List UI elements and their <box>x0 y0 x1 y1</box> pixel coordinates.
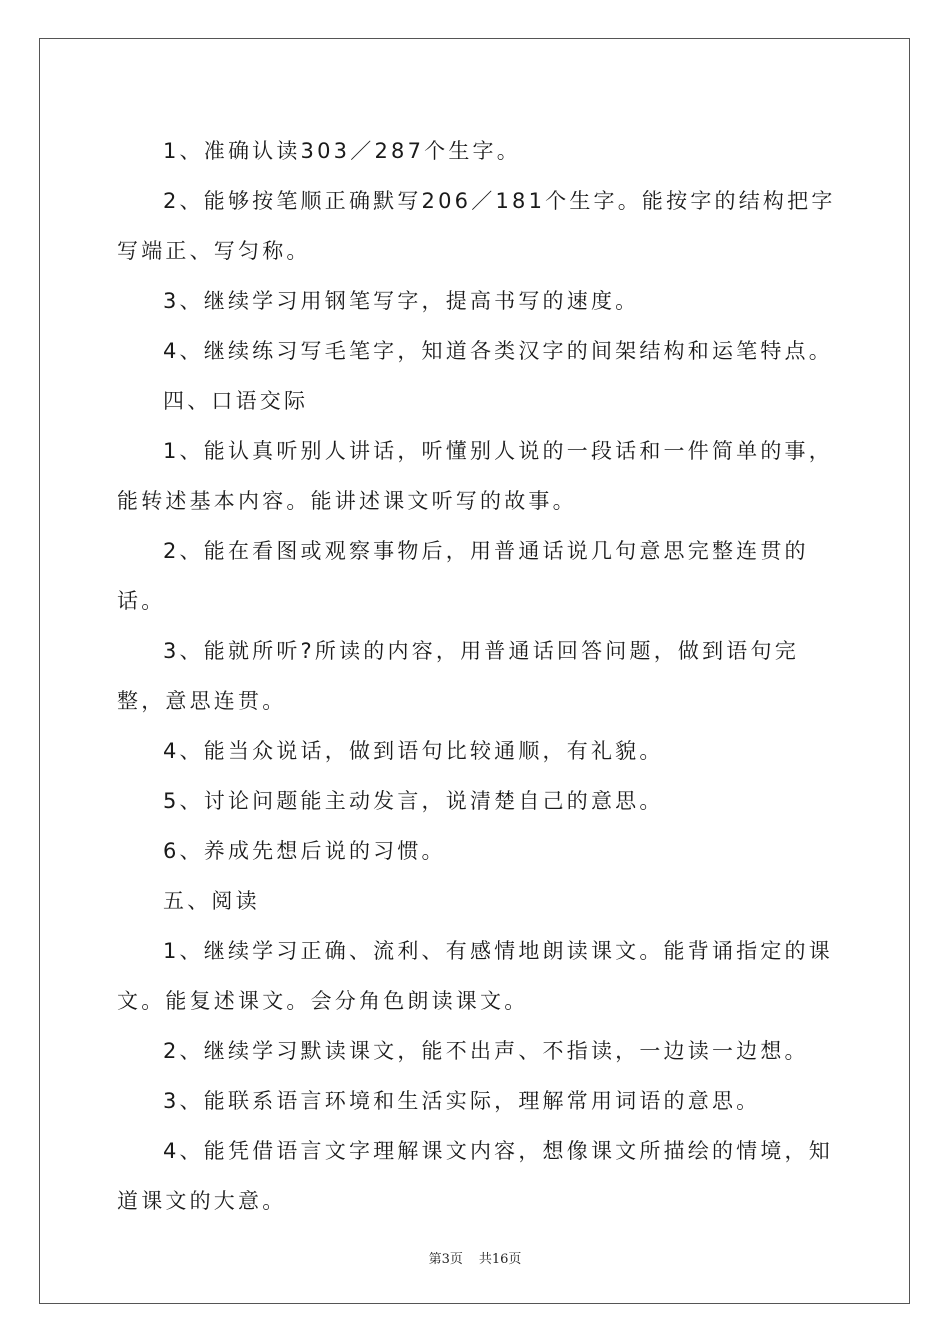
section-heading: 四、口语交际 <box>163 389 309 413</box>
paragraph: 4、能凭借语言文字理解课文内容，想像课文所描绘的情境，知道课文的大意。 <box>117 1139 833 1213</box>
paragraph: 5、讨论问题能主动发言，说清楚自己的意思。 <box>163 789 664 813</box>
page-number: 第3页 <box>428 1252 463 1267</box>
paragraph: 6、养成先想后说的习惯。 <box>163 839 446 863</box>
page-footer <box>0 1248 950 1267</box>
paragraph: 1、准确认读303／287个生字。 <box>163 139 521 163</box>
paragraph: 3、继续学习用钢笔写字，提高书写的速度。 <box>163 289 640 313</box>
paragraph: 4、继续练习写毛笔字，知道各类汉字的间架结构和运笔特点。 <box>163 339 833 363</box>
paragraph: 4、能当众说话，做到语句比较通顺，有礼貌。 <box>163 739 664 763</box>
document-body <box>117 126 837 1226</box>
paragraph: 2、能够按笔顺正确默写206／181个生字。能按字的结构把字写端正、写匀称。 <box>117 189 836 263</box>
paragraph: 2、继续学习默读课文，能不出声、不指读，一边读一边想。 <box>163 1039 809 1063</box>
paragraph: 1、继续学习正确、流利、有感情地朗读课文。能背诵指定的课文。能复述课文。会分角色朗读课文。 <box>117 939 833 1013</box>
paragraph: 3、能就所听?所读的内容，用普通话回答问题，做到语句完整，意思连贯。 <box>117 639 799 713</box>
paragraph: 1、能认真听别人讲话，听懂别人说的一段话和一件简单的事，能转述基本内容。能讲述课文听写的故事。 <box>117 439 833 513</box>
section-heading: 五、阅读 <box>163 889 260 913</box>
page-total: 共16页 <box>478 1252 522 1267</box>
paragraph: 2、能在看图或观察事物后，用普通话说几句意思完整连贯的话。 <box>117 539 809 613</box>
paragraph: 3、能联系语言环境和生活实际，理解常用词语的意思。 <box>163 1089 761 1113</box>
